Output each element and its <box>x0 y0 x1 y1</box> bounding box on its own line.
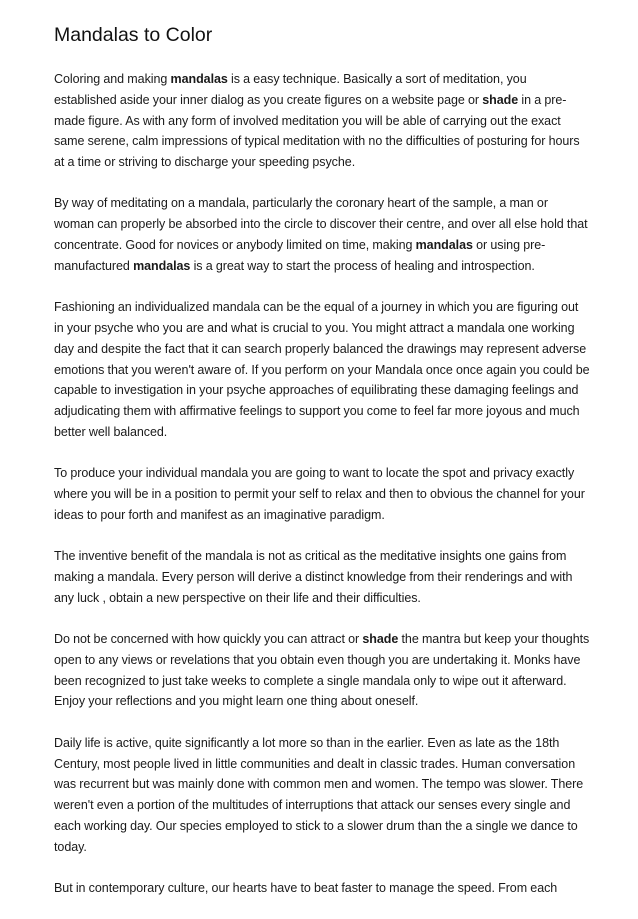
text-run: Coloring and making <box>54 72 171 86</box>
paragraph <box>54 463 590 525</box>
text-run: Do not be concerned with how quickly you can attract or <box>54 632 363 647</box>
text-run: in a pre-made figure. As with any form of involved meditation you will be able of carrying out the exact same serene, calm impressions of typical meditation with no the difficulties of posturing for hours at a time or striving to discharge your speeding psyche. <box>54 92 580 170</box>
paragraph <box>54 69 590 173</box>
text-run: or using pre-manufactured <box>54 238 546 273</box>
text-run: Daily life is active, quite significantly a lot more so than in the earlier. Even as late as the 18th Century, most people lived in little communities and dealt in classic trades. Human conversation was recurrent but was mainly done with common men and women. The tempo was slower. There weren't even a portion of the multitudes of interruptions that attack our senses every single and each working day. Our species employed to stick to a slower drum than the a single we dance to today. <box>54 735 584 854</box>
paragraph <box>54 546 590 608</box>
paragraph <box>54 297 590 443</box>
bold-keyword: mandalas <box>170 72 228 86</box>
text-run: But in contemporary culture, our hearts have to beat faster to manage the speed. From each <box>54 881 558 895</box>
bold-keyword: shade <box>362 632 399 647</box>
paragraph <box>54 733 590 858</box>
text-run: To produce your individual mandala you are going to want to locate the spot and privacy exactly where you will be in a position to permit your self to relax and then to obvious the channel for your ideas to pour forth and manifest as an imaginative paradigm. <box>54 466 585 522</box>
text-run: The inventive benefit of the mandala is not as critical as the meditative insights one gains from making a mandala. Every person will derive a distinct knowledge from their renderings and with any luck , obtain a new perspective on their life and their difficulties. <box>54 549 573 605</box>
paragraph <box>54 193 590 276</box>
bold-keyword: mandalas <box>133 258 191 273</box>
text-run: is a great way to start the process of healing and introspection. <box>190 258 535 273</box>
paragraph <box>54 629 590 712</box>
text-run: the mantra but keep your thoughts open to any views or revelations that you obtain even though you are undertaking it. Monks have been recognized to just take weeks to complete a single mandala only to wipe out it afterward. Enjoy your reflections and you might learn one thing about oneself. <box>54 632 590 709</box>
document-page <box>54 22 590 919</box>
text-run: Fashioning an individualized mandala can be the equal of a journey in which you are figuring out in your psyche who you are and what is crucial to you. You might attract a mandala one working day and despite the fact that it can search properly balanced the drawings may represent adverse emotions that you weren't aware of. If you perform on your Mandala once once again you could be capable to investigation in your psyche approaches of equilibrating these damaging feelings and adjudicating them with affirmative feelings to support you come to feel far more joyous and much better well balanced. <box>54 300 590 439</box>
text-run: By way of meditating on a mandala, particularly the coronary heart of the sample, a man or woman can properly be absorbed into the circle to discover their centre, and over all else hold that concentrate. Good for novices or anybody limited on time, making <box>54 196 588 253</box>
bold-keyword: mandalas <box>415 238 473 253</box>
bold-keyword: shade <box>482 92 519 107</box>
paragraph <box>54 878 590 899</box>
page-title: Mandalas to Color <box>54 24 213 46</box>
text-run: is a easy technique. Basically a sort of meditation, you established aside your inner dialog as you create figures on a website page or <box>54 72 527 107</box>
